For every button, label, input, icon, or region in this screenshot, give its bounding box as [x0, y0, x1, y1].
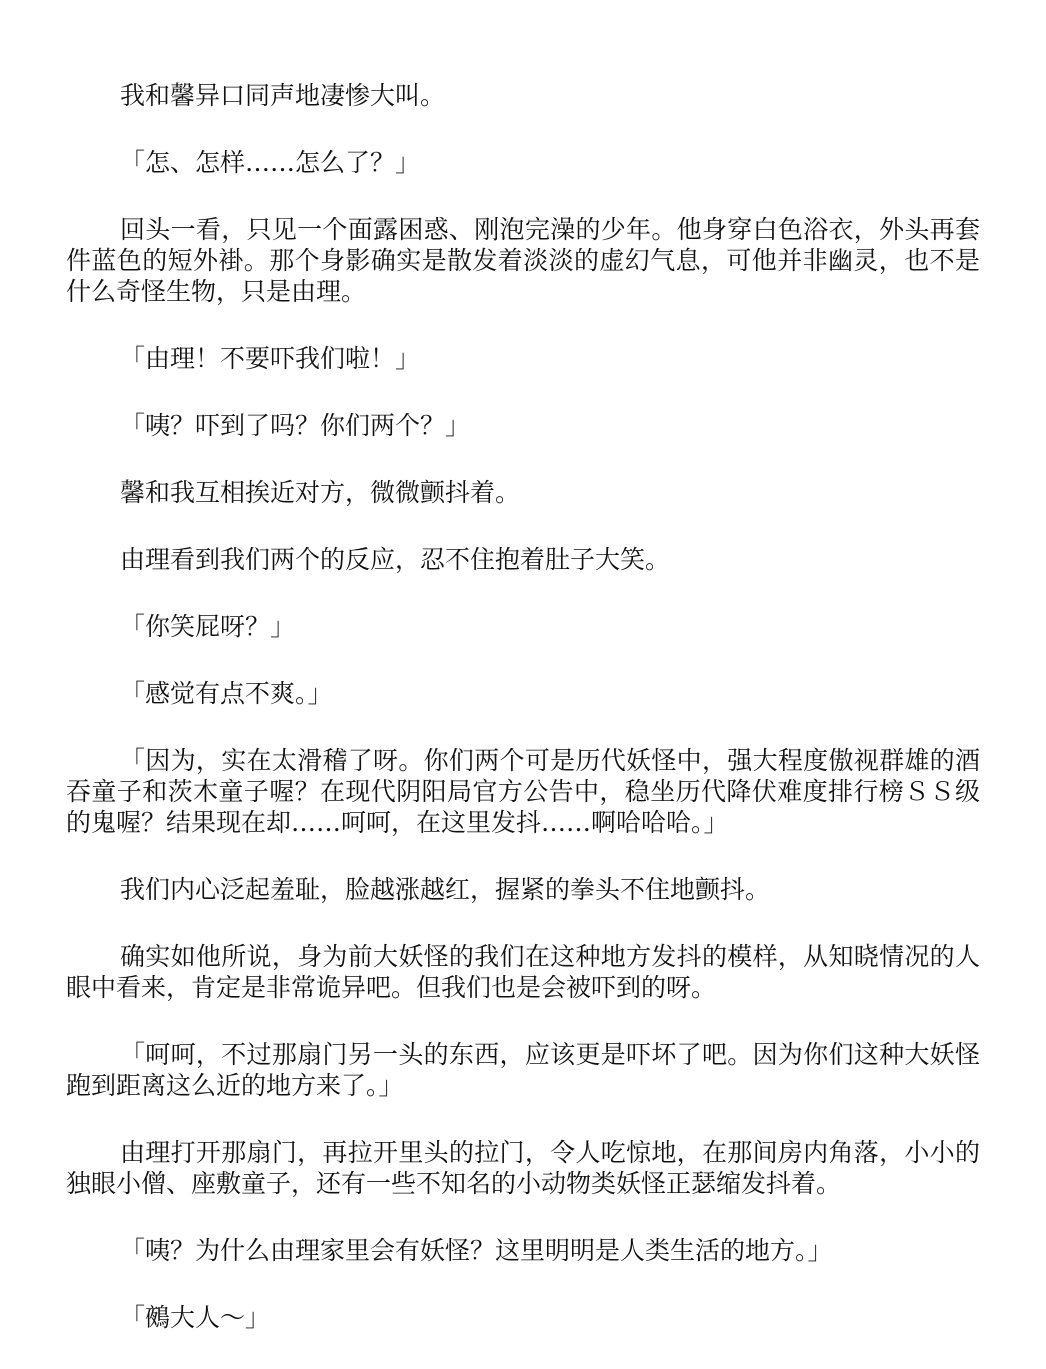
paragraph: 由理看到我们两个的反应，忍不住抱着肚子大笑。 [120, 545, 671, 574]
paragraph: 「咦？为什么由理家里会有妖怪？这里明明是人类生活的地方。」 [120, 1236, 833, 1265]
paragraph: 「由理！不要吓我们啦！」 [120, 344, 421, 373]
paragraph: 馨和我互相挨近对方，微微颤抖着。 [120, 478, 521, 507]
paragraph: 「怎、怎样……怎么了？」 [120, 148, 421, 177]
paragraph: 「呵呵，不过那扇门另一头的东西，应该更是吓坏了吧。因为你们这种大妖怪跑到距离这么近的地方来了。」 [66, 1040, 980, 1100]
paragraph: 「咦？吓到了吗？你们两个？」 [120, 411, 471, 440]
paragraph: 回头一看，只见一个面露困惑、刚泡完澡的少年。他身穿白色浴衣，外头再套件蓝色的短外褂。那个身影确实是散发着淡淡的虚幻气息，可他并非幽灵，也不是什么奇怪生物，只是由理。 [66, 215, 980, 306]
paragraph: 「鵺大人～」 [120, 1303, 271, 1332]
page-body [66, 80, 980, 1369]
paragraph: 我们内心泛起羞耻，脸越涨越红，握紧的拳头不住地颤抖。 [120, 875, 771, 904]
paragraph: 「你笑屁呀？」 [120, 612, 296, 641]
paragraph: 「因为，实在太滑稽了呀。你们两个可是历代妖怪中，强大程度傲视群雄的酒吞童子和茨木童子喔？在现代阴阳局官方公告中，稳坐历代降伏难度排行榜ＳＳ级的鬼喔？结果现在却……呵呵，在这里发抖……啊哈哈哈。」 [66, 746, 980, 837]
paragraph: 确实如他所说，身为前大妖怪的我们在这种地方发抖的模样，从知晓情况的人眼中看来，肯定是非常诡异吧。但我们也是会被吓到的呀。 [66, 942, 980, 1002]
paragraph: 「感觉有点不爽。」 [120, 679, 333, 708]
paragraph: 由理打开那扇门，再拉开里头的拉门，令人吃惊地，在那间房内角落，小小的独眼小僧、座敷童子，还有一些不知名的小动物类妖怪正瑟缩发抖着。 [66, 1138, 980, 1198]
paragraph: 我和馨异口同声地凄惨大叫。 [120, 81, 446, 110]
